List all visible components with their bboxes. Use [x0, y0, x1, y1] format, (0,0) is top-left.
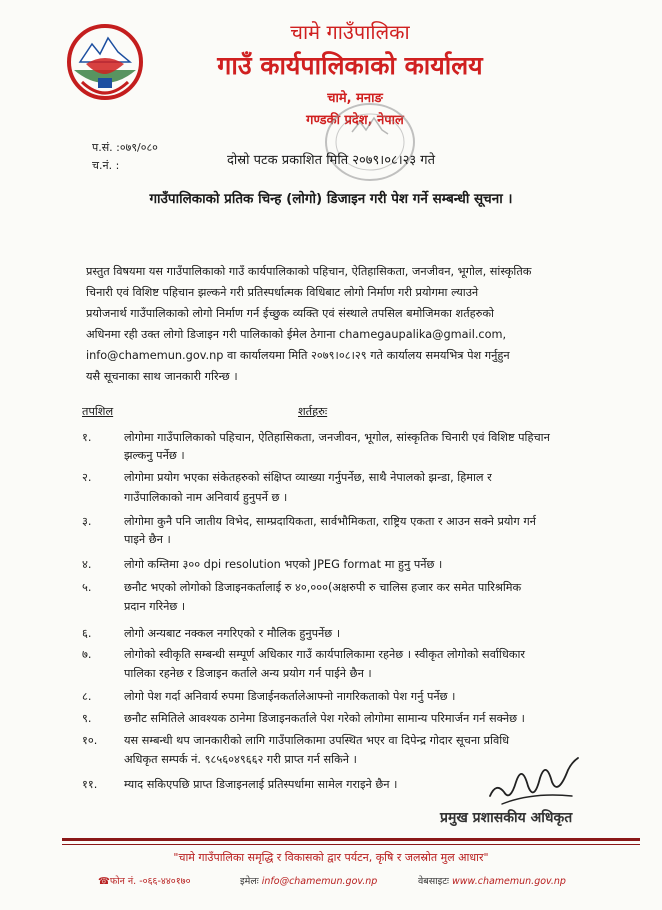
- condition-text: लोगोमा प्रयोग भएका संकेतहरुको संक्षिप्त व्याख्या गर्नुपर्नेछ, साथै नेपालको झन्डा, हिमाल र: [124, 471, 492, 484]
- body-line: प्रयोजनार्थ गाउँपालिकाको लोगो निर्माण गर्न ईच्छुक व्यक्ति एवं संस्थाले तपसिल बमोजिमका शर्तहरुको: [86, 307, 494, 320]
- condition-text: लोगोमा गाउँपालिकाको पहिचान, ऐतिहासिकता, जनजीवन, भूगोल, सांस्कृतिक चिनारी एवं विशिष्ट पहिचान: [124, 431, 550, 444]
- condition-text: अधिकृत सम्पर्क नं. ९८५६०४९६६२ गरी प्राप्त गर्न सकिने ।: [124, 753, 357, 766]
- condition-text: छनौट समितिले आवश्यक ठानेमा डिजाइनकर्ताले पेश गरेको लोगोमा सामान्य परिमार्जन गर्न सक्नेछ ।: [124, 712, 525, 725]
- condition-number: ४.: [82, 558, 92, 571]
- dispatch-number: च.नं. :: [92, 159, 120, 172]
- condition-text: लोगो अन्यबाट नक्कल नगरिएको र मौलिक हुनुपर्नेछ ।: [124, 627, 341, 640]
- condition-number: ९.: [82, 712, 92, 725]
- footer-email-label: इमेलः: [240, 876, 259, 887]
- condition-number: २.: [82, 471, 92, 484]
- footer-rule: [62, 844, 640, 845]
- footer-rule: [62, 838, 640, 841]
- condition-text: छनौट भएको लोगोको डिजाइनकर्तालाई रु ४०,०००(अक्षरुपी रु चालिस हजार कर समेत पारिश्रमिक: [124, 581, 522, 594]
- body-line: यसै सूचनाका साथ जानकारी गरिन्छ ।: [86, 370, 238, 383]
- condition-text: लोगो पेश गर्दा अनिवार्य रुपमा डिजाईनकर्तालेआफ्नो नागरिकताको पेश गर्नु पर्नेछ ।: [124, 690, 456, 703]
- tapasil-heading: तपशिल: [82, 405, 114, 418]
- conditions-heading: शर्तहरुः: [298, 405, 328, 418]
- body-line: प्रस्तुत विषयमा यस गाउँपालिकाको गाउँ कार्यपालिकाको पहिचान, ऐतिहासिकता, जनजीवन, भूगोल, सांस्कृतिक: [86, 265, 532, 278]
- office-province: गण्डकी प्रदेश, नेपाल: [306, 113, 404, 128]
- footer-email-block: [240, 874, 377, 887]
- nepal-emblem-icon: [64, 22, 146, 102]
- condition-number: ३.: [82, 515, 92, 528]
- condition-text: प्रदान गरिनेछ ।: [124, 600, 186, 613]
- condition-number: ८.: [82, 690, 92, 703]
- condition-number: १.: [82, 431, 92, 444]
- condition-number: १०.: [82, 734, 98, 747]
- footer-phone: ☎फोन नं. -०६६-४४०१७०: [98, 876, 191, 887]
- body-line: चिनारी एवं विशिष्ट पहिचान झल्कने गरी प्रतिस्पर्धात्मक विधिबाट लोगो निर्माण गरी प्रयोगमा ल्याउने: [86, 286, 479, 299]
- body-line: अधिनमा रही उक्त लोगो डिजाइन गरी पालिकाको ईमेल ठेगाना chamegaupalika@gmail.com,: [86, 328, 507, 341]
- footer-website[interactable]: www.chamemun.gov.np: [452, 876, 566, 887]
- condition-number: ७.: [82, 648, 92, 661]
- published-date-note: दोस्रो पटक प्रकाशित मिति २०७९।०८।२३ गते: [226, 153, 436, 168]
- handwritten-signature: [482, 752, 582, 812]
- condition-text: लोगोको स्वीकृति सम्बन्धी सम्पूर्ण अधिकार गाउँ कार्यपालिकामा रहनेछ । स्वीकृत लोगोको सर्वाधिकार: [124, 648, 525, 661]
- office-seal-stamp: [322, 100, 418, 184]
- body-line: info@chamemun.gov.np वा कार्यालयमा मिति २०७९।०८।२९ गते कार्यालय समयभित्र पेश गर्नुहुन: [86, 349, 510, 362]
- condition-text: म्याद सकिएपछि प्राप्त डिजाइनलाई प्रतिस्पर्धामा सामेल गराइने छैन ।: [124, 778, 398, 791]
- condition-text: लोगो कम्तिमा ३०० dpi resolution भएको JPEG format मा हुनु पर्नेछ ।: [124, 558, 443, 571]
- notice-subject: गाउँपालिकाको प्रतिक चिन्ह (लोगो) डिजाइन गरी पेश गर्ने सम्बन्धी सूचना ।: [149, 191, 513, 207]
- reference-number: प.सं. :०७९/०८०: [92, 141, 158, 154]
- condition-number: ५.: [82, 581, 92, 594]
- municipality-name: चामे गाउँपालिका: [290, 20, 410, 44]
- signatory-title: प्रमुख प्रशासकीय अधिकृत: [440, 810, 573, 826]
- footer-website-block: [418, 874, 566, 887]
- footer-email[interactable]: info@chamemun.gov.np: [261, 876, 378, 887]
- condition-number: ६.: [82, 627, 92, 640]
- condition-text: यस सम्बन्धी थप जानकारीको लागि गाउँपालिकामा उपस्थित भएर वा दिपेन्द्र गोदार सूचना प्रविधि: [124, 734, 510, 747]
- condition-text: गाउँपालिकाको नाम अनिवार्य हुनुपर्ने छ ।: [124, 491, 288, 504]
- office-address: चामे, मनाङ: [327, 91, 383, 106]
- condition-text: झल्कनु पर्नेछ ।: [124, 449, 185, 462]
- condition-text: लोगोमा कुनै पनि जातीय विभेद, साम्प्रदायिकता, सार्वभौमिकता, राष्ट्रिय एकता र आउन सक्ने प्रयोग गर्न: [124, 515, 536, 528]
- condition-text: पाइने छैन ।: [124, 533, 171, 546]
- condition-number: ११.: [82, 778, 98, 791]
- footer-motto: "चामे गाउँपालिका समृद्धि र विकासको द्वार पर्यटन, कृषि र जलस्रोत मुल आधार": [173, 851, 489, 864]
- office-name: गाउँ कार्यपालिकाको कार्यालय: [217, 51, 483, 80]
- footer-website-label: वेबसाइटः: [418, 876, 449, 887]
- condition-text: पालिका रहनेछ र डिजाइन कर्ताले अन्य प्रयोग गर्न पाईने छैन ।: [124, 667, 372, 680]
